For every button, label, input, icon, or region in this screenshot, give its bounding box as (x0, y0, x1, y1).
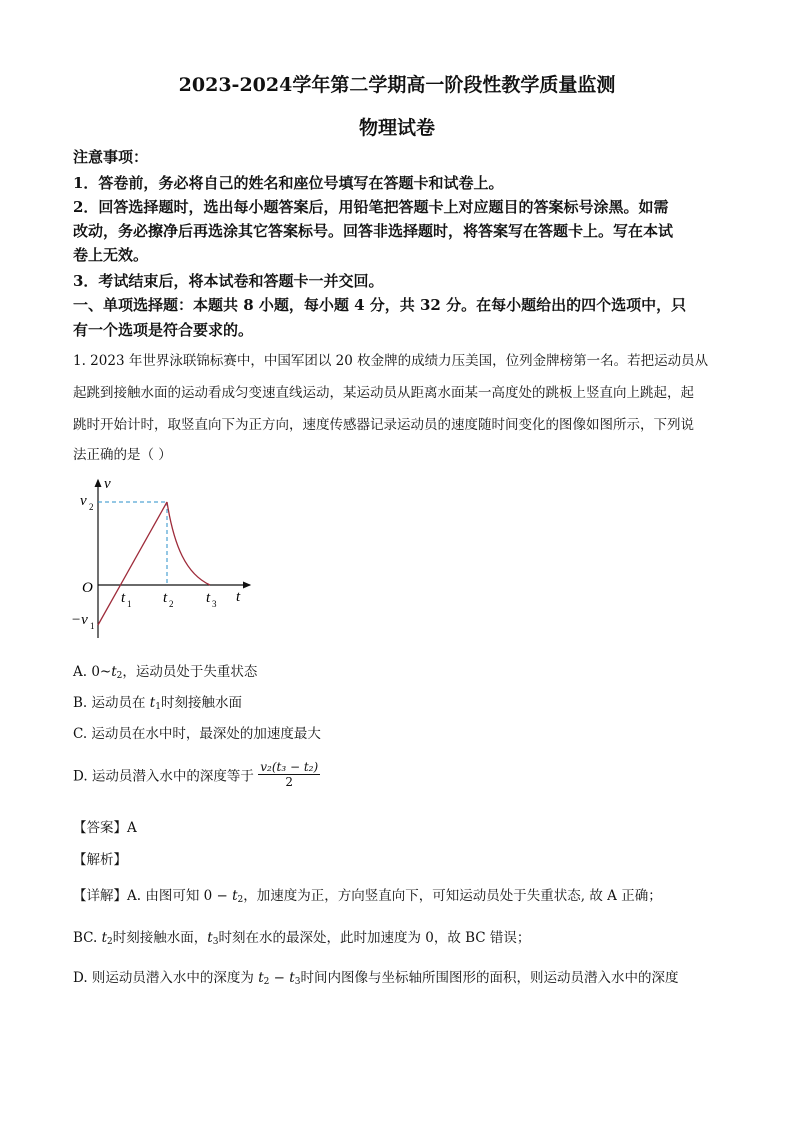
v2-label: v (80, 493, 87, 509)
question-1-line-2: 起跳到接触水面的运动看成匀变速直线运动，某运动员从距离水面某一高度处的跳板上竖直向上跳起，起 (73, 385, 694, 401)
option-d (73, 760, 320, 789)
analysis-line-2-t3: t (207, 930, 213, 946)
exam-subject: 物理试卷 (358, 117, 435, 139)
analysis-line-1-a: A. 由图可知 0 − (127, 888, 233, 904)
analysis-line-2-b: 时刻接触水面， (112, 930, 208, 946)
option-d-prefix: D. 运动员潜入水中的深度等于 (73, 768, 254, 785)
notes-item-2-line-2: 改动，务必擦净后再选涂其它答案标号。回答非选择题时，将答案写在答题卡上。写在本试 (73, 222, 674, 240)
option-d-denominator: 2 (285, 775, 293, 789)
analysis-line-3-sub3: 3 (294, 977, 301, 987)
neg-v1-subscript: 1 (90, 621, 95, 631)
question-1-line-4: 法正确的是（ ） (73, 447, 172, 463)
notes-item-1: 1．答卷前，务必将自己的姓名和座位号填写在答题卡和试卷上。 (73, 174, 504, 192)
analysis-line-3-mid: − (269, 970, 290, 986)
answer-label: 【答案】 (73, 820, 127, 836)
option-b (73, 691, 242, 712)
answer-line (73, 816, 137, 836)
section-heading-line-2: 有一个选项是符合要求的。 (73, 321, 254, 339)
analysis-line-2 (73, 926, 530, 947)
detail-label: 【详解】 (73, 888, 127, 904)
section-heading-line-1: 一、单项选择题：本题共 8 小题，每小题 4 分，共 32 分。在每小题给出的四个选项中，只 (73, 296, 687, 314)
origin-label: O (82, 580, 93, 596)
velocity-decay-curve (167, 502, 210, 585)
option-a (73, 660, 257, 681)
analysis-line-2-t2: t (101, 930, 108, 946)
analysis-line-1-t: t (232, 888, 238, 904)
option-b-suffix: 时刻接触水面 (160, 695, 242, 711)
notes-item-2-line-1: 2．回答选择题时，选出每小题答案后，用铅笔把答题卡上对应题目的答案标号涂黑。如需 (73, 198, 669, 216)
analysis-line-3-a: D. 则运动员潜入水中的深度为 (73, 970, 259, 986)
velocity-linear-segment (98, 502, 167, 625)
analysis-line-3 (73, 966, 678, 987)
option-d-numerator: v₂(t₃ − t₂) (260, 760, 319, 774)
analysis-line-2-sub2: 2 (107, 937, 113, 947)
t2-subscript: 2 (169, 599, 174, 609)
question-1-line-3: 跳时开始计时，取竖直向下为正方向，速度传感器记录运动员的速度随时间变化的图像如图所示，下列说 (73, 417, 694, 433)
analysis-line-2-sub3: 3 (212, 937, 219, 947)
analysis-line-2-c: 时刻在水的最深处，此时加速度为 0，故 BC 错误； (218, 930, 531, 946)
option-a-prefix: A. 0~ (73, 664, 112, 680)
analysis-line-3-t3: t (289, 970, 295, 986)
t3-label: t (206, 590, 211, 606)
neg-v1-label: −v (71, 612, 88, 628)
option-d-fraction (258, 760, 320, 789)
analysis-line-1 (73, 884, 662, 905)
analysis-label: 【解析】 (73, 852, 127, 868)
notes-heading: 注意事项： (73, 148, 149, 166)
analysis-line-3-b: 时间内图像与坐标轴所围图形的面积，则运动员潜入水中的深度 (300, 970, 679, 986)
y-axis-label: v (104, 476, 111, 492)
t2-label: t (163, 590, 168, 606)
analysis-line-2-a: BC. (73, 930, 102, 946)
t3-subscript: 3 (212, 599, 217, 609)
option-a-suffix: ，运动员处于失重状态 (122, 664, 258, 680)
option-b-sub: 1 (155, 702, 161, 712)
option-a-sub: 2 (116, 671, 123, 681)
t1-label: t (121, 590, 126, 606)
option-b-t: t (149, 695, 156, 711)
x-axis-label: t (236, 589, 241, 605)
v2-subscript: 2 (89, 502, 94, 512)
velocity-time-graph (70, 474, 260, 644)
t1-subscript: 1 (127, 599, 132, 609)
analysis-line-3-t2: t (258, 970, 264, 986)
analysis-line-1-sub: 2 (237, 895, 244, 905)
analysis-line-3-sub2: 2 (263, 977, 270, 987)
option-a-t: t (111, 664, 117, 680)
option-b-prefix: B. 运动员在 (73, 695, 150, 711)
analysis-line-1-b: ，加速度为正，方向竖直向下，可知运动员处于失重状态, 故 A 正确； (243, 888, 662, 904)
exam-title: 2023-2024学年第二学期高一阶段性教学质量监测 (178, 74, 616, 96)
answer-value: A (127, 820, 137, 836)
notes-item-2-line-3: 卷上无效。 (73, 246, 149, 264)
question-1-line-1: 1. 2023 年世界泳联锦标赛中，中国军团以 20 枚金牌的成绩力压美国，位列金牌榜第一名。若把运动员从 (73, 353, 709, 369)
notes-item-3: 3．考试结束后，将本试卷和答题卡一并交回。 (73, 272, 384, 290)
option-c: C. 运动员在水中时，最深处的加速度最大 (73, 726, 321, 742)
